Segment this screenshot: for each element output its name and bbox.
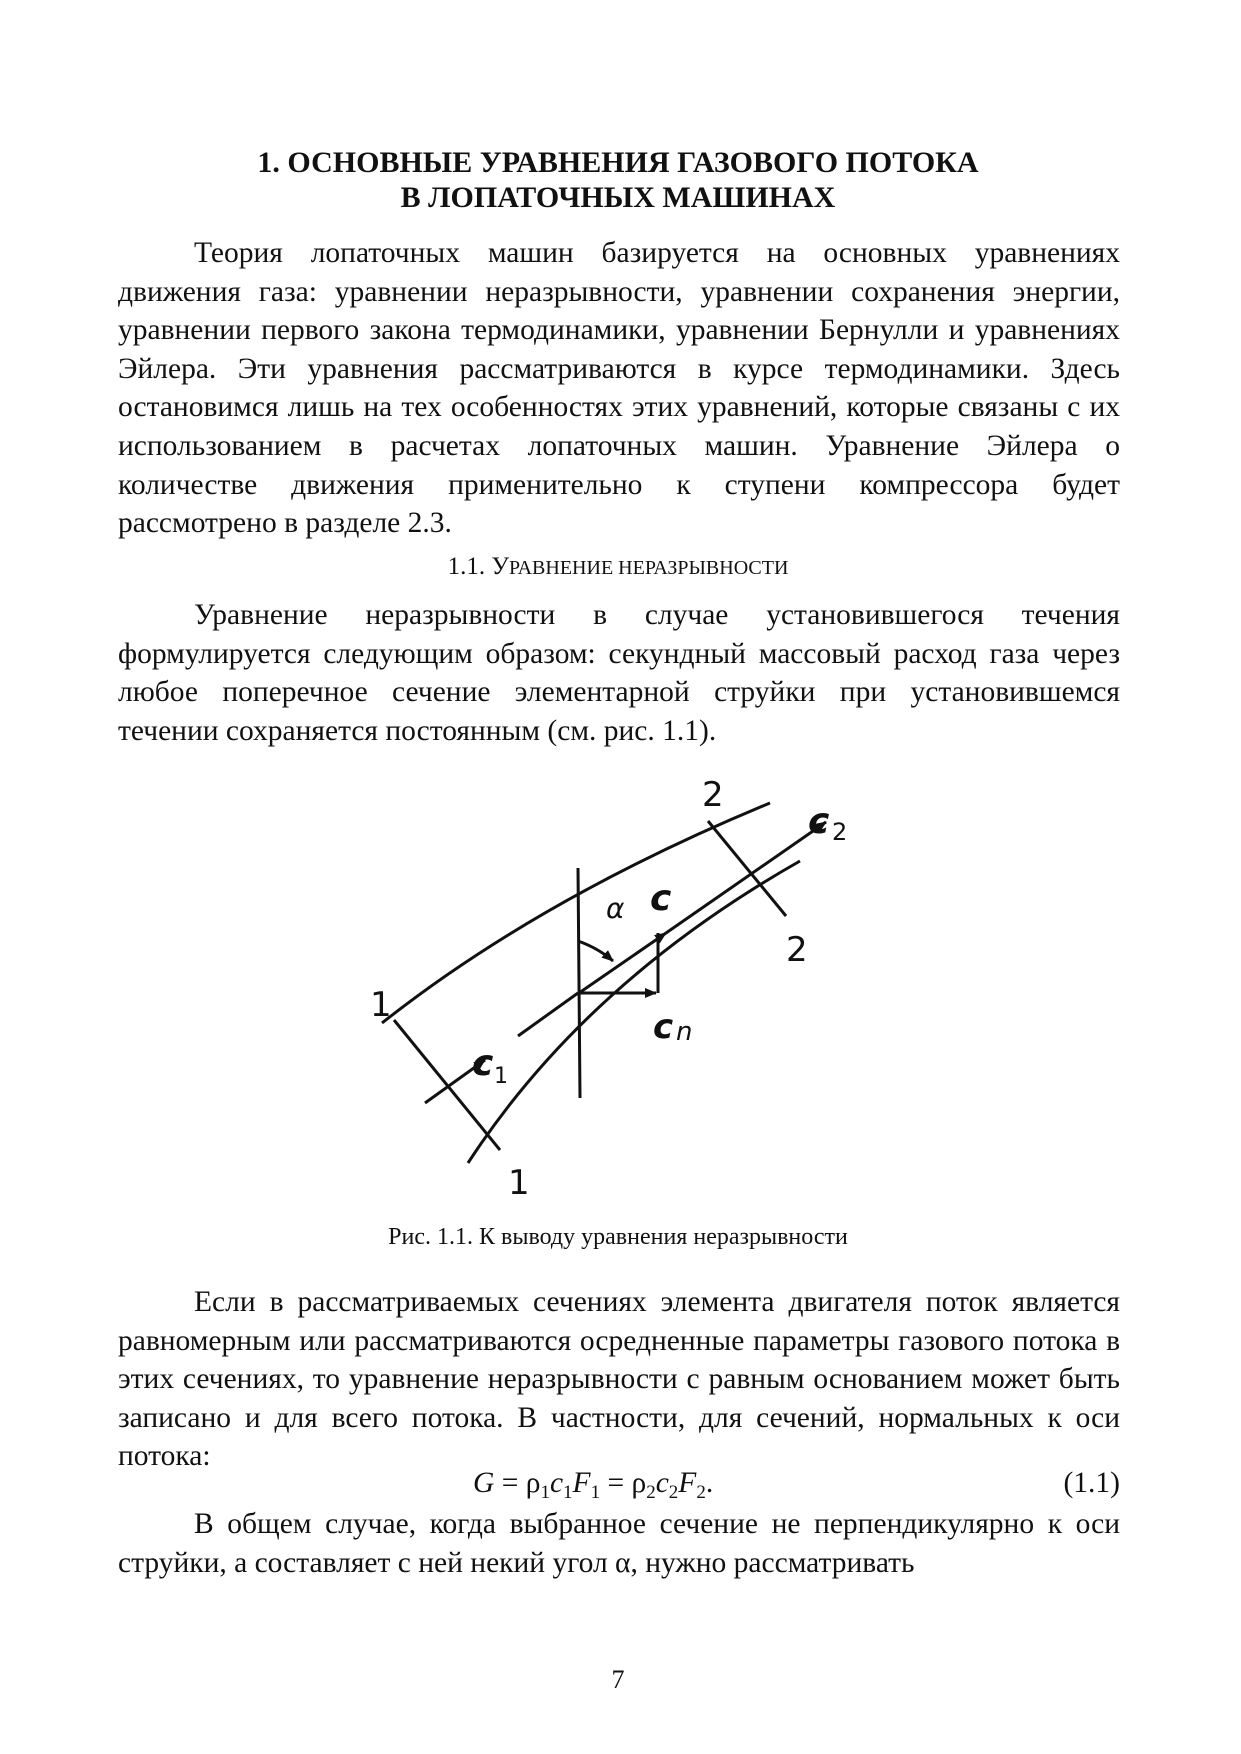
eq-equals-1: = — [494, 1467, 526, 1499]
section-title-initial: У — [491, 553, 510, 580]
eq-equals-2: = — [600, 1467, 632, 1499]
eq-period: . — [705, 1467, 714, 1499]
label-vector-c2: c — [808, 801, 830, 842]
eq-sub-F-1: 1 — [590, 1482, 601, 1503]
label-section-1-bottom: 1 — [508, 1163, 530, 1203]
eq-F-1: F — [572, 1467, 591, 1499]
eq-rho-2: ρ — [631, 1467, 647, 1499]
uniform-flow-paragraph: Если в рассматриваемых сечениях элемента двигателя поток является равномерным или рассматриваются осредненные параметры газового потока в этих сечениях, то уравнение неразрывности с равным основанием может быть записано и для всего потока. В частности, для сечений, нормальных к оси потока: — [118, 1286, 1120, 1473]
label-vector-c2-subscript: 2 — [832, 818, 848, 846]
continuity-paragraph: Уравнение неразрывности в случае установившегося течения формулируется следующим образом: секундный массовый расход газа через любое поперечное сечение элементарной струйки при установившемся течении сохраняется постоянным (см. рис. 1.1). — [118, 599, 1120, 747]
equation-number: (1.1) — [1063, 1467, 1120, 1499]
angle-alpha-arc — [578, 941, 613, 961]
eq-rho-1: ρ — [525, 1467, 541, 1499]
chapter-heading-line-2: В ЛОПАТОЧНЫХ МАШИНАХ — [400, 181, 836, 214]
label-section-2-bottom: 2 — [786, 930, 808, 970]
eq-sub-rho-1: 1 — [540, 1482, 550, 1503]
eq-sub-c-1: 1 — [563, 1482, 573, 1503]
intro-paragraph: Теория лопаточных машин базируется на основных уравнениях движения газа: уравнении неразрывности, уравнении сохранения энергии, уравнении первого закона термодинамики, уравнении Бернулли и уравнениях Эйлера. Эти уравнения рассматриваются в курсе термодинамики. Здесь остановимся лишь на тех особенностях этих уравнений, которые связаны с их использованием в расчетах лопаточных машин. Уравнение Эйлера о количестве движения применительно к ступени компрессора будет рассмотрено в разделе 2.3. — [118, 237, 1120, 540]
section-2-line — [708, 821, 786, 916]
general-case-paragraph: В общем случае, когда выбранное сечение не перпендикулярно к оси струйки, а составляет с ней некий угол α, нужно рассматривать — [118, 1508, 1120, 1579]
label-vector-c: c — [650, 878, 672, 919]
eq-sub-c-2: 2 — [668, 1482, 679, 1503]
eq-sub-F-2: 2 — [696, 1482, 706, 1503]
chapter-heading — [118, 145, 1118, 215]
page-number: 7 — [611, 1665, 625, 1694]
section-number: 1.1. — [447, 553, 492, 580]
stream-tube-lower-wall — [468, 861, 800, 1163]
stream-tube-upper-wall — [382, 803, 770, 1023]
eq-symbol-G: G — [473, 1467, 495, 1499]
label-vector-cn-subscript: n — [676, 1017, 693, 1047]
eq-F-2: F — [678, 1467, 697, 1499]
chapter-heading-line-1: 1. ОСНОВНЫЕ УРАВНЕНИЯ ГАЗОВОГО ПОТОКА — [257, 146, 979, 179]
label-section-2-top: 2 — [702, 775, 724, 815]
label-vector-c1-subscript: 1 — [494, 1064, 508, 1089]
eq-c-2: c — [655, 1467, 669, 1499]
figure-stream-tube — [350, 748, 910, 1208]
section-heading — [118, 551, 1118, 584]
section-1-line — [394, 1020, 500, 1150]
eq-c-1: c — [549, 1467, 564, 1499]
vertical-reference-line — [578, 868, 580, 1098]
equation-1-1 — [118, 1463, 1120, 1503]
label-vector-cn: c — [653, 1007, 674, 1047]
figure-caption: Рис. 1.1. К выводу уравнения неразрывности — [388, 1224, 848, 1250]
label-vector-c1: c — [472, 1043, 494, 1084]
section-title-rest: РАВНЕНИЕ НЕРАЗРЫВНОСТИ — [509, 557, 789, 579]
equation-formula — [473, 1463, 713, 1503]
eq-sub-rho-2: 2 — [646, 1482, 656, 1503]
flow-axis-gap-segment — [518, 993, 578, 1036]
label-section-1-top: 1 — [370, 985, 392, 1025]
label-angle-alpha: α — [606, 892, 625, 925]
